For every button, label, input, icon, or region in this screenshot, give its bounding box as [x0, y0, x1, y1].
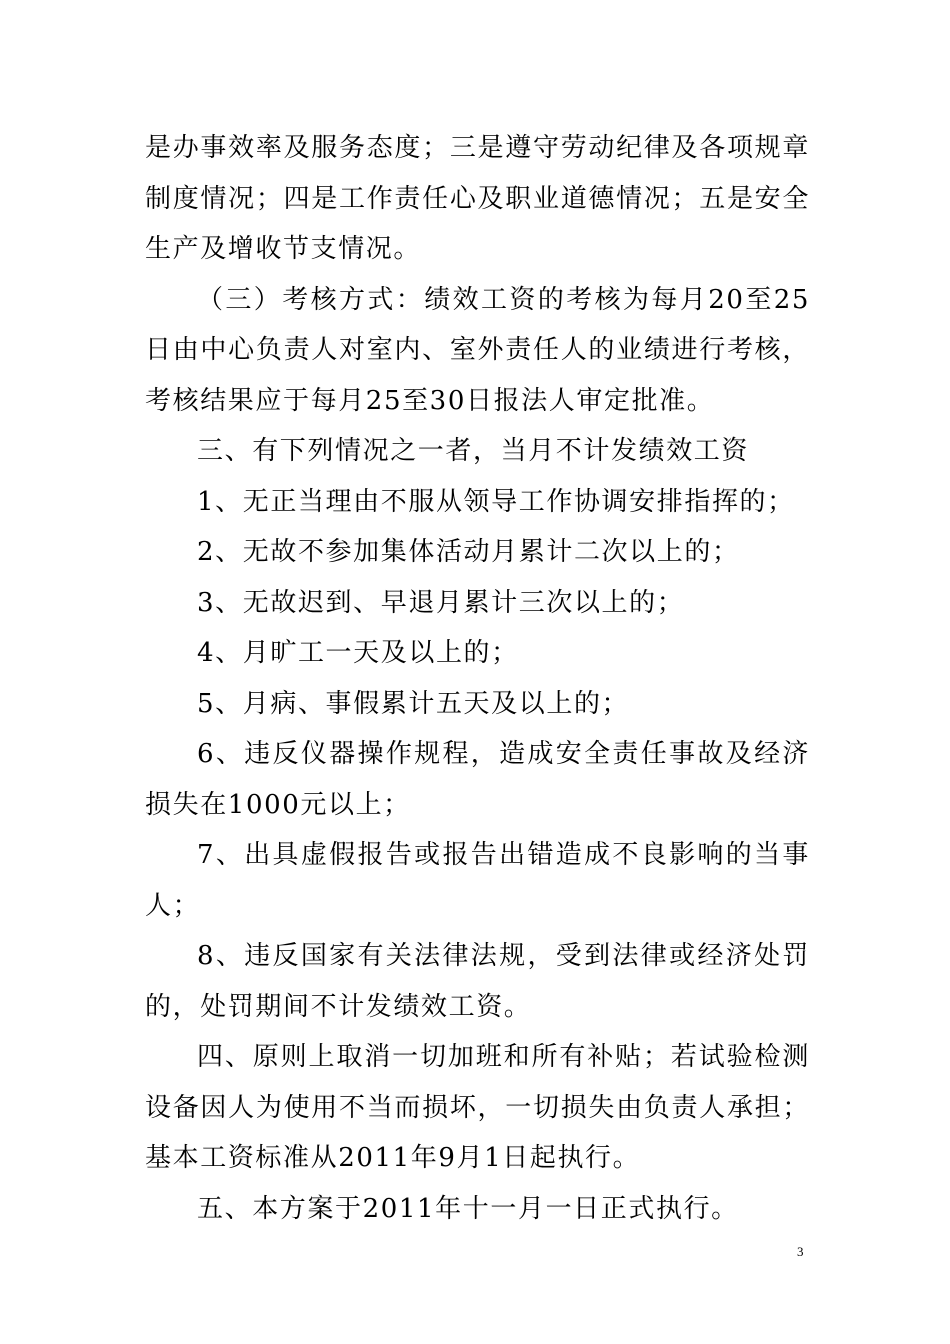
list-item-3: 3、无故迟到、早退月累计三次以上的；: [197, 587, 685, 618]
list-item-1: 1、无正当理由不服从领导工作协调安排指挥的；: [197, 486, 795, 517]
paragraph-assessment-method: （三）考核方式：绩效工资的考核为每月20至25日由中心负责人对室内、室外责任人的业绩进行考核，考核结果应于每月25至30日报法人审定批准。: [145, 284, 810, 416]
list-item-7: 7、出具虚假报告或报告出错造成不良影响的当事人；: [145, 840, 810, 921]
page-number: 3: [797, 1244, 804, 1259]
section-four-paragraph: 四、原则上取消一切加班和所有补贴；若试验检测设备因人为使用不当而损坏，一切损失由负责人承担；基本工资标准从2011年9月1日起执行。: [145, 1042, 810, 1173]
list-item-2: 2、无故不参加集体活动月累计二次以上的；: [197, 537, 740, 567]
document-body: [145, 123, 810, 1234]
list-item-4: 4、月旷工一天及以上的；: [197, 638, 519, 668]
list-item-6: 6、违反仪器操作规程，造成安全责任事故及经济损失在1000元以上；: [145, 739, 810, 820]
list-item-8: 8、违反国家有关法律法规，受到法律或经济处罚的，处罚期间不计发绩效工资。: [145, 941, 810, 1022]
list-item-5: 5、月病、事假累计五天及以上的；: [197, 688, 630, 719]
paragraph-continued: 是办事效率及服务态度；三是遵守劳动纪律及各项规章制度情况；四是工作责任心及职业道德情况；五是安全生产及增收节支情况。: [145, 133, 810, 264]
section-five-paragraph: 五、本方案于2011年十一月一日正式执行。: [197, 1193, 739, 1224]
section-heading-no-bonus: 三、有下列情况之一者，当月不计发绩效工资: [197, 436, 750, 466]
